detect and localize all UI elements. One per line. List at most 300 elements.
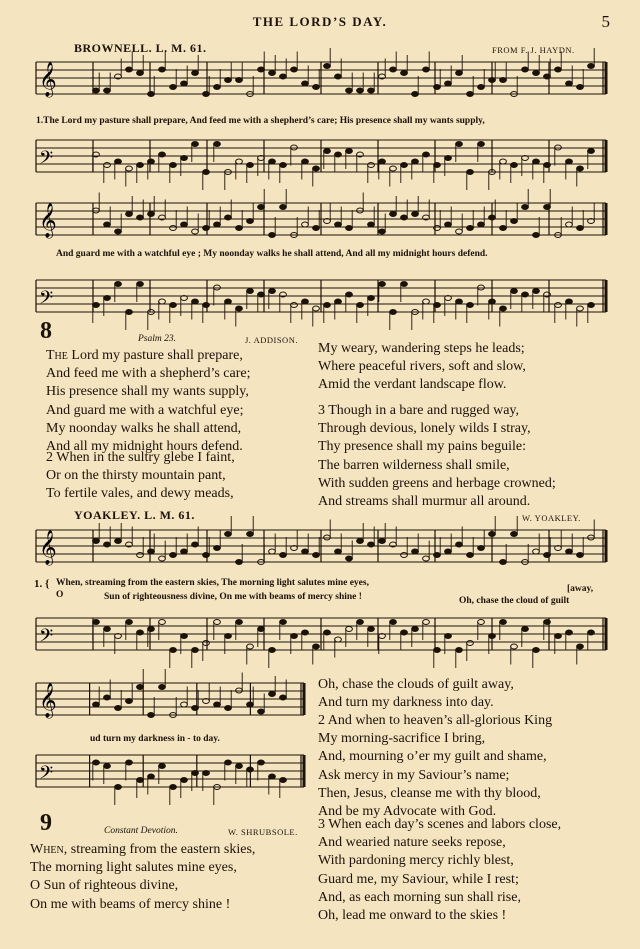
hymn-number-8: 8 (40, 318, 52, 344)
note-head (170, 226, 177, 231)
note-head (203, 771, 210, 776)
note-head (500, 620, 507, 625)
note-head (522, 627, 529, 632)
verse-line: Oh, lead me onward to the skies ! (318, 908, 507, 924)
note-head (346, 149, 353, 154)
verse-line: O Sun of righteous divine, (30, 878, 179, 894)
note-head (126, 310, 133, 315)
note-head (533, 159, 540, 164)
note-head (544, 205, 551, 210)
note-head (192, 299, 199, 304)
note-head (247, 644, 254, 649)
note-head (577, 306, 584, 311)
verse-line: Amid the verdant landscape flow. (318, 377, 507, 393)
note-head (401, 163, 408, 168)
note-head (225, 760, 232, 765)
note-head (93, 88, 100, 93)
hymn-8-verse-3 (318, 402, 556, 511)
note-head (412, 159, 419, 164)
note-head (126, 166, 133, 171)
note-head (104, 695, 111, 700)
verse-line: 3 When each day’s scenes and labors close, (318, 817, 562, 832)
note-head (346, 627, 353, 632)
note-head (214, 222, 221, 227)
note-head (302, 549, 309, 554)
note-head (533, 233, 540, 238)
note-head (423, 556, 430, 561)
note-head (302, 81, 309, 86)
note-head (203, 553, 210, 558)
note-head (280, 553, 287, 558)
note-head (269, 692, 276, 697)
note-head (269, 289, 276, 294)
note-head (500, 306, 507, 311)
verse-line: The Lord my pasture shall prepare, (46, 348, 243, 363)
note-head (291, 145, 298, 150)
note-head (335, 74, 342, 79)
note-head (500, 226, 507, 231)
note-head (93, 620, 100, 625)
note-head (225, 299, 232, 304)
verse-line: Through devious, lonely wilds I stray, (318, 421, 531, 437)
note-head (225, 215, 232, 220)
note-head (445, 81, 452, 86)
note-head (588, 630, 595, 635)
note-head (588, 149, 595, 154)
hymn-number-9: 9 (40, 810, 52, 836)
lyric-line-b: Sun of righteousness divine, On me with beams of mercy shine ! (104, 592, 362, 602)
note-head (456, 229, 463, 234)
note-head (159, 67, 166, 72)
note-head (368, 222, 375, 227)
note-head (181, 156, 188, 161)
note-head (258, 292, 265, 297)
verse-line: Guard me, my Saviour, while I rest; (318, 871, 519, 887)
note-head (93, 539, 100, 544)
note-head (214, 702, 221, 707)
note-head (577, 226, 584, 231)
note-head (137, 163, 144, 168)
note-head (566, 299, 573, 304)
note-head (236, 78, 243, 83)
note-head (313, 553, 320, 558)
note-head (533, 71, 540, 76)
note-head (269, 159, 276, 164)
note-head (412, 549, 419, 554)
note-head (489, 532, 496, 537)
note-head (93, 303, 100, 308)
note-head (522, 67, 529, 72)
note-head (357, 539, 364, 544)
lyric-prefix: 1. { (34, 578, 50, 590)
note-head (247, 702, 254, 707)
treble-clef-icon: 𝄞 (39, 62, 57, 97)
note-head (555, 303, 562, 308)
note-head (126, 212, 133, 217)
note-head (401, 215, 408, 220)
note-head (269, 549, 276, 554)
verse-line: And streams shall murmur all around. (318, 494, 531, 510)
verse-line: Then, Jesus, cleanse me with thy blood, (318, 785, 541, 801)
note-head (423, 67, 430, 72)
verse-line: And turn my darkness into day. (318, 695, 494, 711)
note-head (588, 64, 595, 69)
note-head (214, 285, 221, 290)
note-head (192, 542, 199, 547)
note-head (500, 560, 507, 565)
note-head (434, 85, 441, 90)
note-head (214, 142, 221, 147)
verse-line: And be my Advocate with God. (318, 804, 497, 820)
note-head (93, 702, 100, 707)
verse-line: With pardoning mercy richly blest, (318, 853, 514, 869)
note-head (412, 212, 419, 217)
hymn-9-verse-1-end (318, 676, 514, 712)
note-head (225, 532, 232, 537)
note-head (159, 556, 166, 561)
note-head (170, 163, 177, 168)
note-head (258, 67, 265, 72)
note-head (148, 92, 155, 97)
note-head (192, 229, 199, 234)
tune-source-yoakley: W. YOAKLEY. (522, 513, 581, 523)
note-head (390, 310, 397, 315)
note-head (115, 539, 122, 544)
note-head (335, 299, 342, 304)
note-head (170, 553, 177, 558)
note-head (137, 282, 144, 287)
note-head (412, 92, 419, 97)
note-head (181, 634, 188, 639)
note-head (225, 78, 232, 83)
note-head (148, 549, 155, 554)
note-head (258, 205, 265, 210)
note-head (511, 289, 518, 294)
note-head (148, 774, 155, 779)
verse-line: His presence shall my wants supply, (46, 384, 249, 400)
note-head (203, 641, 210, 646)
verse-line: To fertile vales, and dewy meads, (46, 486, 234, 502)
note-head (533, 289, 540, 294)
note-head (555, 634, 562, 639)
note-head (324, 303, 331, 308)
note-head (269, 648, 276, 653)
note-head (280, 74, 287, 79)
note-head (401, 282, 408, 287)
verse-line: 2 And when to heaven’s all-glorious King (318, 713, 553, 728)
note-head (511, 163, 518, 168)
note-head (324, 535, 331, 540)
note-head (434, 553, 441, 558)
note-head (93, 208, 100, 213)
note-head (236, 226, 243, 231)
note-head (511, 644, 518, 649)
note-head (456, 299, 463, 304)
lyric-right-2: Oh, chase the cloud of guilt (459, 596, 570, 606)
note-head (148, 627, 155, 632)
note-head (203, 92, 210, 97)
note-head (478, 142, 485, 147)
note-head (115, 282, 122, 287)
verse-line: And, as each morning sun shall rise, (318, 889, 521, 905)
note-head (313, 226, 320, 231)
verse-line: Ask mercy in my Saviour’s name; (318, 767, 510, 783)
note-head (379, 539, 386, 544)
note-head (467, 170, 474, 175)
note-head (346, 556, 353, 561)
note-head (577, 85, 584, 90)
note-head (423, 152, 430, 157)
note-head (280, 778, 287, 783)
note-head (401, 553, 408, 558)
hymn-8-title: Psalm 23. (138, 334, 176, 344)
note-head (357, 208, 364, 213)
note-head (126, 760, 133, 765)
note-head (258, 627, 265, 632)
verse-line: When, streaming from the eastern skies, (30, 842, 256, 857)
note-head (214, 620, 221, 625)
note-head (500, 78, 507, 83)
note-head (357, 303, 364, 308)
note-head (577, 644, 584, 649)
note-head (192, 771, 199, 776)
note-head (181, 81, 188, 86)
note-head (544, 553, 551, 558)
note-head (368, 88, 375, 93)
note-head (236, 306, 243, 311)
note-head (181, 222, 188, 227)
note-head (159, 620, 166, 625)
note-head (577, 166, 584, 171)
note-head (313, 166, 320, 171)
note-head (159, 764, 166, 769)
note-head (489, 78, 496, 83)
note-head (346, 226, 353, 231)
note-head (126, 67, 133, 72)
verse-line: Thy presence shall my pains beguile: (318, 439, 526, 455)
note-head (203, 226, 210, 231)
note-head (533, 549, 540, 554)
bass-clef-icon: 𝄢 (39, 288, 54, 313)
lyric-o: O (56, 590, 64, 600)
note-head (159, 299, 166, 304)
note-head (280, 163, 287, 168)
note-head (467, 553, 474, 558)
note-head (192, 648, 199, 653)
note-head (346, 292, 353, 297)
note-head (478, 620, 485, 625)
hymn-9-verse-3 (318, 816, 561, 925)
note-head (93, 760, 100, 765)
verse-line: And all my midnight hours defend. (46, 439, 243, 455)
note-head (467, 303, 474, 308)
note-head (324, 630, 331, 635)
hymn-8-author: J. ADDISON. (245, 335, 298, 345)
note-head (302, 159, 309, 164)
note-head (467, 92, 474, 97)
note-head (390, 212, 397, 217)
note-head (170, 303, 177, 308)
note-head (159, 685, 166, 690)
bass-clef-icon: 𝄢 (39, 148, 54, 173)
note-head (181, 778, 188, 783)
lyric-right-1: [away, (567, 584, 594, 594)
note-head (236, 159, 243, 164)
hymn-8-verse-1 (46, 347, 250, 456)
note-head (368, 296, 375, 301)
note-head (104, 222, 111, 227)
note-head (104, 627, 111, 632)
note-head (192, 142, 199, 147)
note-head (456, 142, 463, 147)
note-head (489, 215, 496, 220)
bass-clef-icon: 𝄢 (39, 763, 54, 788)
note-head (324, 64, 331, 69)
note-head (357, 88, 364, 93)
note-head (544, 74, 551, 79)
hymn-9-verse-2 (318, 712, 552, 821)
note-head (192, 71, 199, 76)
note-head (115, 785, 122, 790)
verse-line: Or on the thirsty mountain pant, (46, 468, 226, 484)
note-head (170, 85, 177, 90)
treble-clef-icon: 𝄞 (39, 203, 57, 238)
note-head (104, 764, 111, 769)
note-head (500, 159, 507, 164)
note-head (335, 222, 342, 227)
note-head (258, 709, 265, 714)
verse-line: And, mourning o’er my guilt and shame, (318, 749, 547, 765)
note-head (401, 630, 408, 635)
lyric-line-2: And guard me with a watchful eye ; My noonday walks he shall attend, And all my midnight hours defend. (56, 249, 488, 259)
note-head (170, 648, 177, 653)
note-head (247, 532, 254, 537)
note-head (247, 219, 254, 224)
note-head (137, 215, 144, 220)
verse-line: My weary, wandering steps he leads; (318, 341, 525, 356)
note-head (126, 699, 133, 704)
note-head (368, 163, 375, 168)
note-head (159, 152, 166, 157)
lyric-line-a: When, streaming from the eastern skies, The morning light salutes mine eyes, (56, 578, 369, 588)
note-head (566, 81, 573, 86)
note-head (390, 166, 397, 171)
note-head (302, 222, 309, 227)
hymn-9-verse-1 (30, 841, 255, 914)
note-head (225, 634, 232, 639)
note-head (236, 764, 243, 769)
note-head (588, 535, 595, 540)
note-head (148, 713, 155, 718)
note-head (137, 553, 144, 558)
note-head (269, 233, 276, 238)
note-head (390, 67, 397, 72)
note-head (313, 85, 320, 90)
note-head (137, 685, 144, 690)
note-head (434, 303, 441, 308)
note-head (214, 546, 221, 551)
hymn-9-author: W. SHRUBSOLE. (228, 827, 298, 837)
tune-source-brownell: FROM F. J. HAYDN. (492, 45, 575, 55)
note-head (379, 282, 386, 287)
note-head (291, 303, 298, 308)
hymn-8-verse-2-end (318, 340, 526, 395)
note-head (148, 159, 155, 164)
note-head (445, 222, 452, 227)
note-head (423, 620, 430, 625)
note-head (412, 627, 419, 632)
note-head (137, 71, 144, 76)
verse-line: And feed me with a shepherd’s care; (46, 366, 251, 382)
note-head (511, 532, 518, 537)
note-head (467, 641, 474, 646)
note-head (291, 634, 298, 639)
note-head (280, 620, 287, 625)
note-head (302, 299, 309, 304)
note-head (566, 630, 573, 635)
note-head (104, 163, 111, 168)
note-head (313, 306, 320, 311)
note-head (423, 299, 430, 304)
running-header: THE LORD’S DAY. (252, 14, 388, 29)
note-head (126, 620, 133, 625)
note-head (115, 229, 122, 234)
note-head (566, 549, 573, 554)
hymn-9-title: Constant Devotion. (104, 826, 178, 836)
note-head (236, 620, 243, 625)
note-head (214, 85, 221, 90)
note-head (478, 85, 485, 90)
note-head (379, 229, 386, 234)
lyric-short: ud turn my darkness in - to day. (90, 734, 220, 744)
note-head (236, 688, 243, 693)
note-head (522, 205, 529, 210)
note-head (335, 152, 342, 157)
note-head (357, 620, 364, 625)
note-head (566, 222, 573, 227)
verse-line: My morning-sacrifice I bring, (318, 731, 486, 747)
verse-line: And guard me with a watchful eye; (46, 402, 244, 418)
note-head (445, 549, 452, 554)
note-head (225, 706, 232, 711)
note-head (489, 299, 496, 304)
bass-clef-icon: 𝄢 (39, 626, 54, 651)
verse-line: 2 When in the sultry glebe I faint, (46, 450, 235, 465)
note-head (478, 546, 485, 551)
note-head (401, 71, 408, 76)
note-head (137, 630, 144, 635)
note-head (544, 620, 551, 625)
note-head (522, 292, 529, 297)
note-head (511, 219, 518, 224)
note-head (247, 289, 254, 294)
note-head (533, 648, 540, 653)
verse-line: Oh, chase the clouds of guilt away, (318, 677, 514, 692)
note-head (368, 627, 375, 632)
note-head (467, 226, 474, 231)
note-head (104, 542, 111, 547)
note-head (434, 648, 441, 653)
note-head (269, 71, 276, 76)
note-head (203, 303, 210, 308)
note-head (313, 644, 320, 649)
note-head (280, 205, 287, 210)
note-head (390, 620, 397, 625)
tune-name-yoakley: YOAKLEY. L. M. 61. (74, 508, 195, 522)
note-head (104, 296, 111, 301)
note-head (456, 71, 463, 76)
verse-line: 3 Though in a bare and rugged way, (318, 403, 519, 418)
